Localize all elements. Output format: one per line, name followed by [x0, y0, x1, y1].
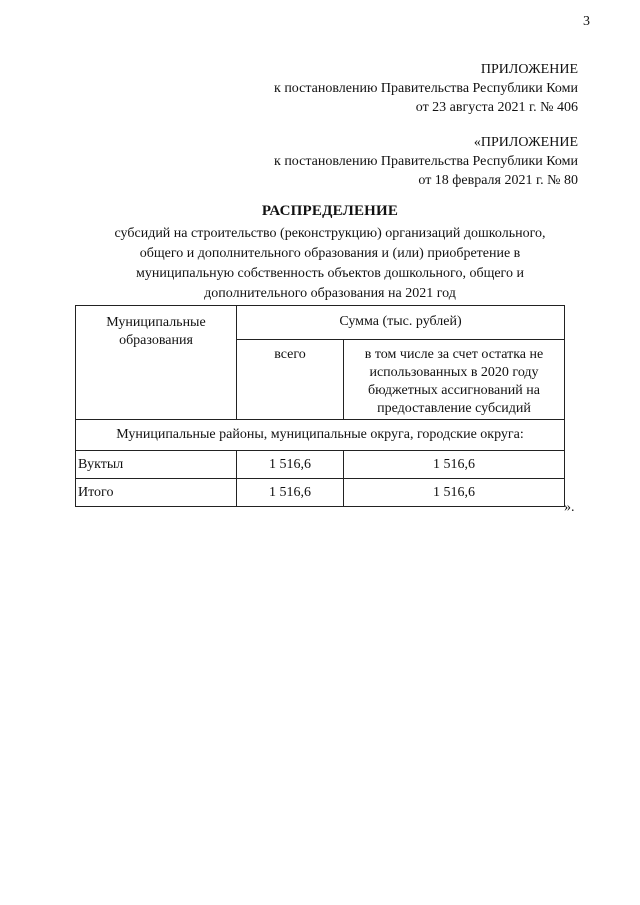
- section-row: [76, 420, 565, 451]
- section-label: Муниципальные районы, муниципальные округа, городские округа:: [76, 420, 565, 451]
- appendix-current-title: ПРИЛОЖЕНИЕ: [480, 62, 578, 77]
- subtitle-line: дополнительного образования на 2021 год: [204, 286, 456, 301]
- header-municipal: [76, 306, 237, 420]
- appendix-amended-date: от 18 февраля 2021 г. № 80: [418, 173, 578, 188]
- table-row-total: [76, 479, 565, 507]
- appendix-amended-reference: к постановлению Правительства Республики Коми: [274, 154, 578, 169]
- row-municipality: Вуктыл: [76, 451, 237, 479]
- distribution-table: [75, 305, 565, 507]
- table-row: [76, 451, 565, 479]
- header-sum: Сумма (тыс. рублей): [237, 306, 565, 340]
- page-number: 3: [583, 14, 590, 29]
- header-total: всего: [237, 340, 344, 420]
- header-including-line: в том числе за счет остатка не: [364, 347, 544, 362]
- subtitle-line: муниципальную собственность объектов дошкольного, общего и: [136, 266, 524, 281]
- document-subtitle: [0, 224, 640, 304]
- document-title: РАСПРЕДЕЛЕНИЕ: [261, 203, 399, 219]
- appendix-current-reference: к постановлению Правительства Республики Коми: [274, 81, 578, 96]
- closing-quote-mark: ».: [564, 500, 575, 515]
- subtitle-line: субсидий на строительство (реконструкцию) организаций дошкольного,: [114, 226, 546, 241]
- appendix-amended: [274, 133, 578, 190]
- appendix-current: [274, 60, 578, 117]
- header-municipal-line: Муниципальные: [106, 315, 206, 330]
- subtitle-line: общего и дополнительного образования и (или) приобретение в: [139, 246, 521, 261]
- header-municipal-line: образования: [119, 333, 193, 348]
- header-including-line: бюджетных ассигнований на: [368, 383, 540, 398]
- table-header-row: [76, 306, 565, 340]
- header-including: [344, 340, 565, 420]
- appendix-amended-title: «ПРИЛОЖЕНИЕ: [473, 135, 578, 150]
- row-including: 1 516,6: [344, 451, 565, 479]
- appendix-current-date: от 23 августа 2021 г. № 406: [415, 100, 578, 115]
- row-total: 1 516,6: [237, 479, 344, 507]
- header-including-line: использованных в 2020 году: [369, 365, 539, 380]
- row-municipality: Итого: [76, 479, 237, 507]
- row-including: 1 516,6: [344, 479, 565, 507]
- row-total: 1 516,6: [237, 451, 344, 479]
- header-including-line: предоставление субсидий: [377, 401, 531, 416]
